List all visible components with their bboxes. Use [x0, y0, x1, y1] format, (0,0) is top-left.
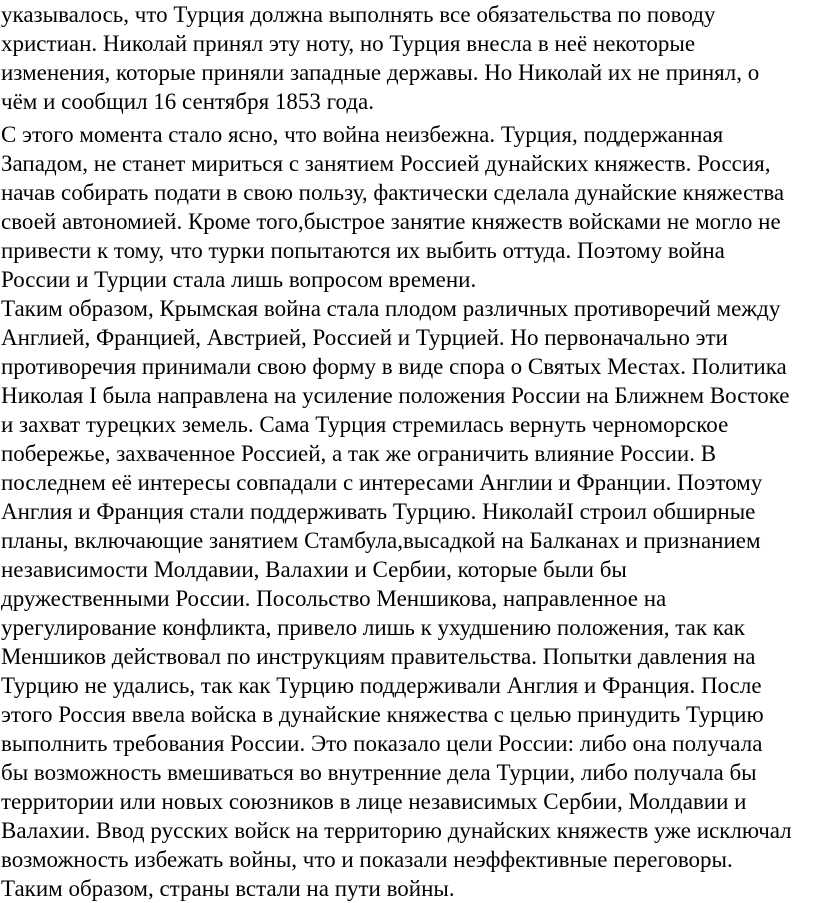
text-line: Англия и Франция стали поддерживать Турцию. НиколайI строил обширные	[1, 499, 756, 524]
text-line: чём и сообщил 16 сентября 1853 года.	[1, 89, 375, 114]
text-line: Турцию не удались, так как Турцию поддерживали Англия и Франция. После	[1, 673, 762, 698]
text-line: последнем её интересы совпадали с интересами Англии и Франции. Поэтому	[1, 470, 763, 495]
text-line: христиан. Николай принял эту ноту, но Турция внесла в неё некоторые	[1, 31, 696, 56]
text-line: планы, включающие занятием Стамбула,высадкой на Балканах и признанием	[1, 528, 761, 553]
text-line: урегулирование конфликта, привело лишь к ухудшению положения, так как	[1, 615, 745, 640]
text-line: Меншиков действовал по инструкциям правительства. Попытки давления на	[1, 644, 756, 669]
text-line: выполнить требования России. Это показало цели России: либо она получала	[1, 731, 763, 756]
text-line: и захват турецких земель. Сама Турция стремилась вернуть черноморское	[1, 412, 729, 437]
text-line: Западом, не станет мириться с занятием Россией дунайских княжеств. Россия,	[1, 151, 771, 176]
text-line: возможность избежать войны, что и показали неэффективные переговоры.	[1, 847, 733, 872]
text-line: изменения, которые приняли западные державы. Но Николай их не принял, о	[1, 60, 760, 85]
text-line: Таким образом, Крымская война стала плодом различных противоречий между	[1, 296, 781, 321]
text-line: С этого момента стало ясно, что война неизбежна. Турция, поддержанная	[1, 122, 724, 147]
text-line: Таким образом, страны встали на пути войны.	[1, 876, 455, 901]
text-line: дружественными России. Посольство Меншикова, направленное на	[1, 586, 667, 611]
paragraph-2	[0, 120, 784, 294]
text-line: этого Россия ввела войска в дунайские княжества с целью принудить Турцию	[1, 702, 764, 727]
text-line: бы возможность вмешиваться во внутренние дела Турции, либо получала бы	[1, 760, 757, 785]
text-line: своей автономией. Кроме того,быстрое занятие княжеств войсками не могло не	[1, 209, 781, 234]
text-line: Валахии. Ввод русских войск на территорию дунайских княжеств уже исключал	[1, 818, 792, 843]
text-line: привести к тому, что турки попытаются их выбить оттуда. Поэтому война	[1, 238, 725, 263]
text-line: Англией, Францией, Австрией, Россией и Турцией. Но первоначально эти	[1, 325, 728, 350]
paragraph-3	[0, 294, 792, 903]
text-line: побережье, захваченное Россией, а так же ограничить влияние России. В	[1, 441, 717, 466]
text-line: указывалось, что Турция должна выполнять все обязательства по поводу	[1, 2, 716, 27]
text-line: начав собирать подати в свою пользу, фактически сделала дунайские княжества	[1, 180, 785, 205]
text-line: независимости Молдавии, Валахии и Сербии, которые были бы	[1, 557, 627, 582]
paragraph-1	[0, 0, 759, 116]
text-line: территории или новых союзников в лице независимых Сербии, Молдавии и	[1, 789, 747, 814]
text-line: противоречия принимали свою форму в виде спора о Святых Местах. Политика	[1, 354, 787, 379]
text-line: Николая I была направлена на усиление положения России на Ближнем Востоке	[1, 383, 790, 408]
text-line: России и Турции стала лишь вопросом времени.	[1, 267, 477, 292]
